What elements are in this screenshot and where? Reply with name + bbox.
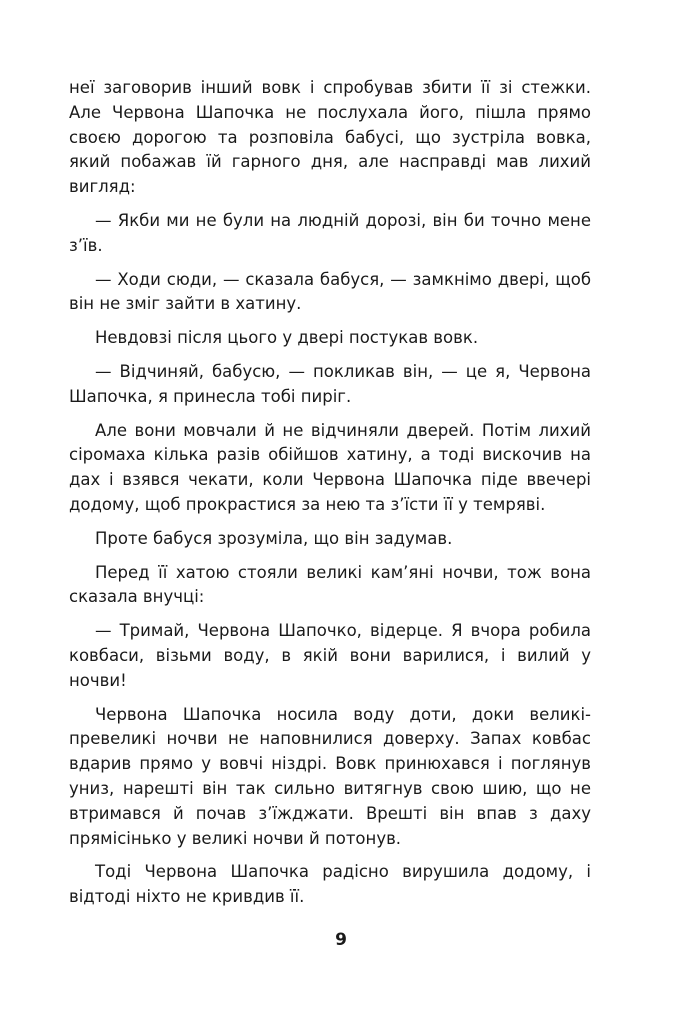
paragraph: — Тримай, Червона Шапочко, відерце. Я вчора робила ковбаси, візьми воду, в якій вони варилися, і вилий у ночви! bbox=[69, 621, 591, 690]
paragraph: Але вони мовчали й не відчиняли дверей. Потім лихий сіромаха кілька разів обійшов хатину, а тоді вискочив на дах і взявся чекати, коли Червона Шапочка піде ввечері додому, щоб прокрастися за нею та з’їсти її у темряві. bbox=[69, 420, 591, 514]
paragraph: Тоді Червона Шапочка радісно вирушила додому, і відтоді ніхто не кривдив її. bbox=[69, 862, 591, 907]
body-text bbox=[69, 76, 591, 919]
paragraph: — Ходи сюди, — сказала бабуся, — замкнімо двері, щоб він не зміг зайти в хатину. bbox=[69, 269, 591, 314]
paragraph: — Якби ми не були на людній дорозі, він би точно мене з’їв. bbox=[69, 210, 591, 255]
paragraph: Перед її хатою стояли великі кам’яні ночви, тож вона сказала внучці: bbox=[69, 562, 591, 607]
page-number: 9 bbox=[335, 930, 347, 950]
paragraph: Червона Шапочка носила воду доти, доки великі-превеликі ночви не наповнилися доверху. Запах ковбас вдарив прямо у вовчі ніздрі. Вовк принюхався і поглянув униз, нарешті він так сильно витягнув свою шию, що не втримався й почав з’їжджати. Врешті він впав з даху прямісінько у великі ночви й потонув. bbox=[69, 704, 591, 848]
paragraph: Невдовзі після цього у двері постукав вовк. bbox=[95, 328, 479, 348]
paragraph: Проте бабуся зрозуміла, що він задумав. bbox=[95, 528, 453, 548]
paragraph: неї заговорив інший вовк і спробував збити її зі стежки. Але Червона Шапочка не послухала його, пішла прямо своєю дорогою та розповіла бабусі, що зустріла вовка, який побажав їй гарного дня, але насправді мав лихий вигляд: bbox=[69, 78, 591, 197]
paragraph: — Відчиняй, бабусю, — покликав він, — це я, Червона Шапочка, я принесла тобі пиріг. bbox=[69, 361, 591, 406]
